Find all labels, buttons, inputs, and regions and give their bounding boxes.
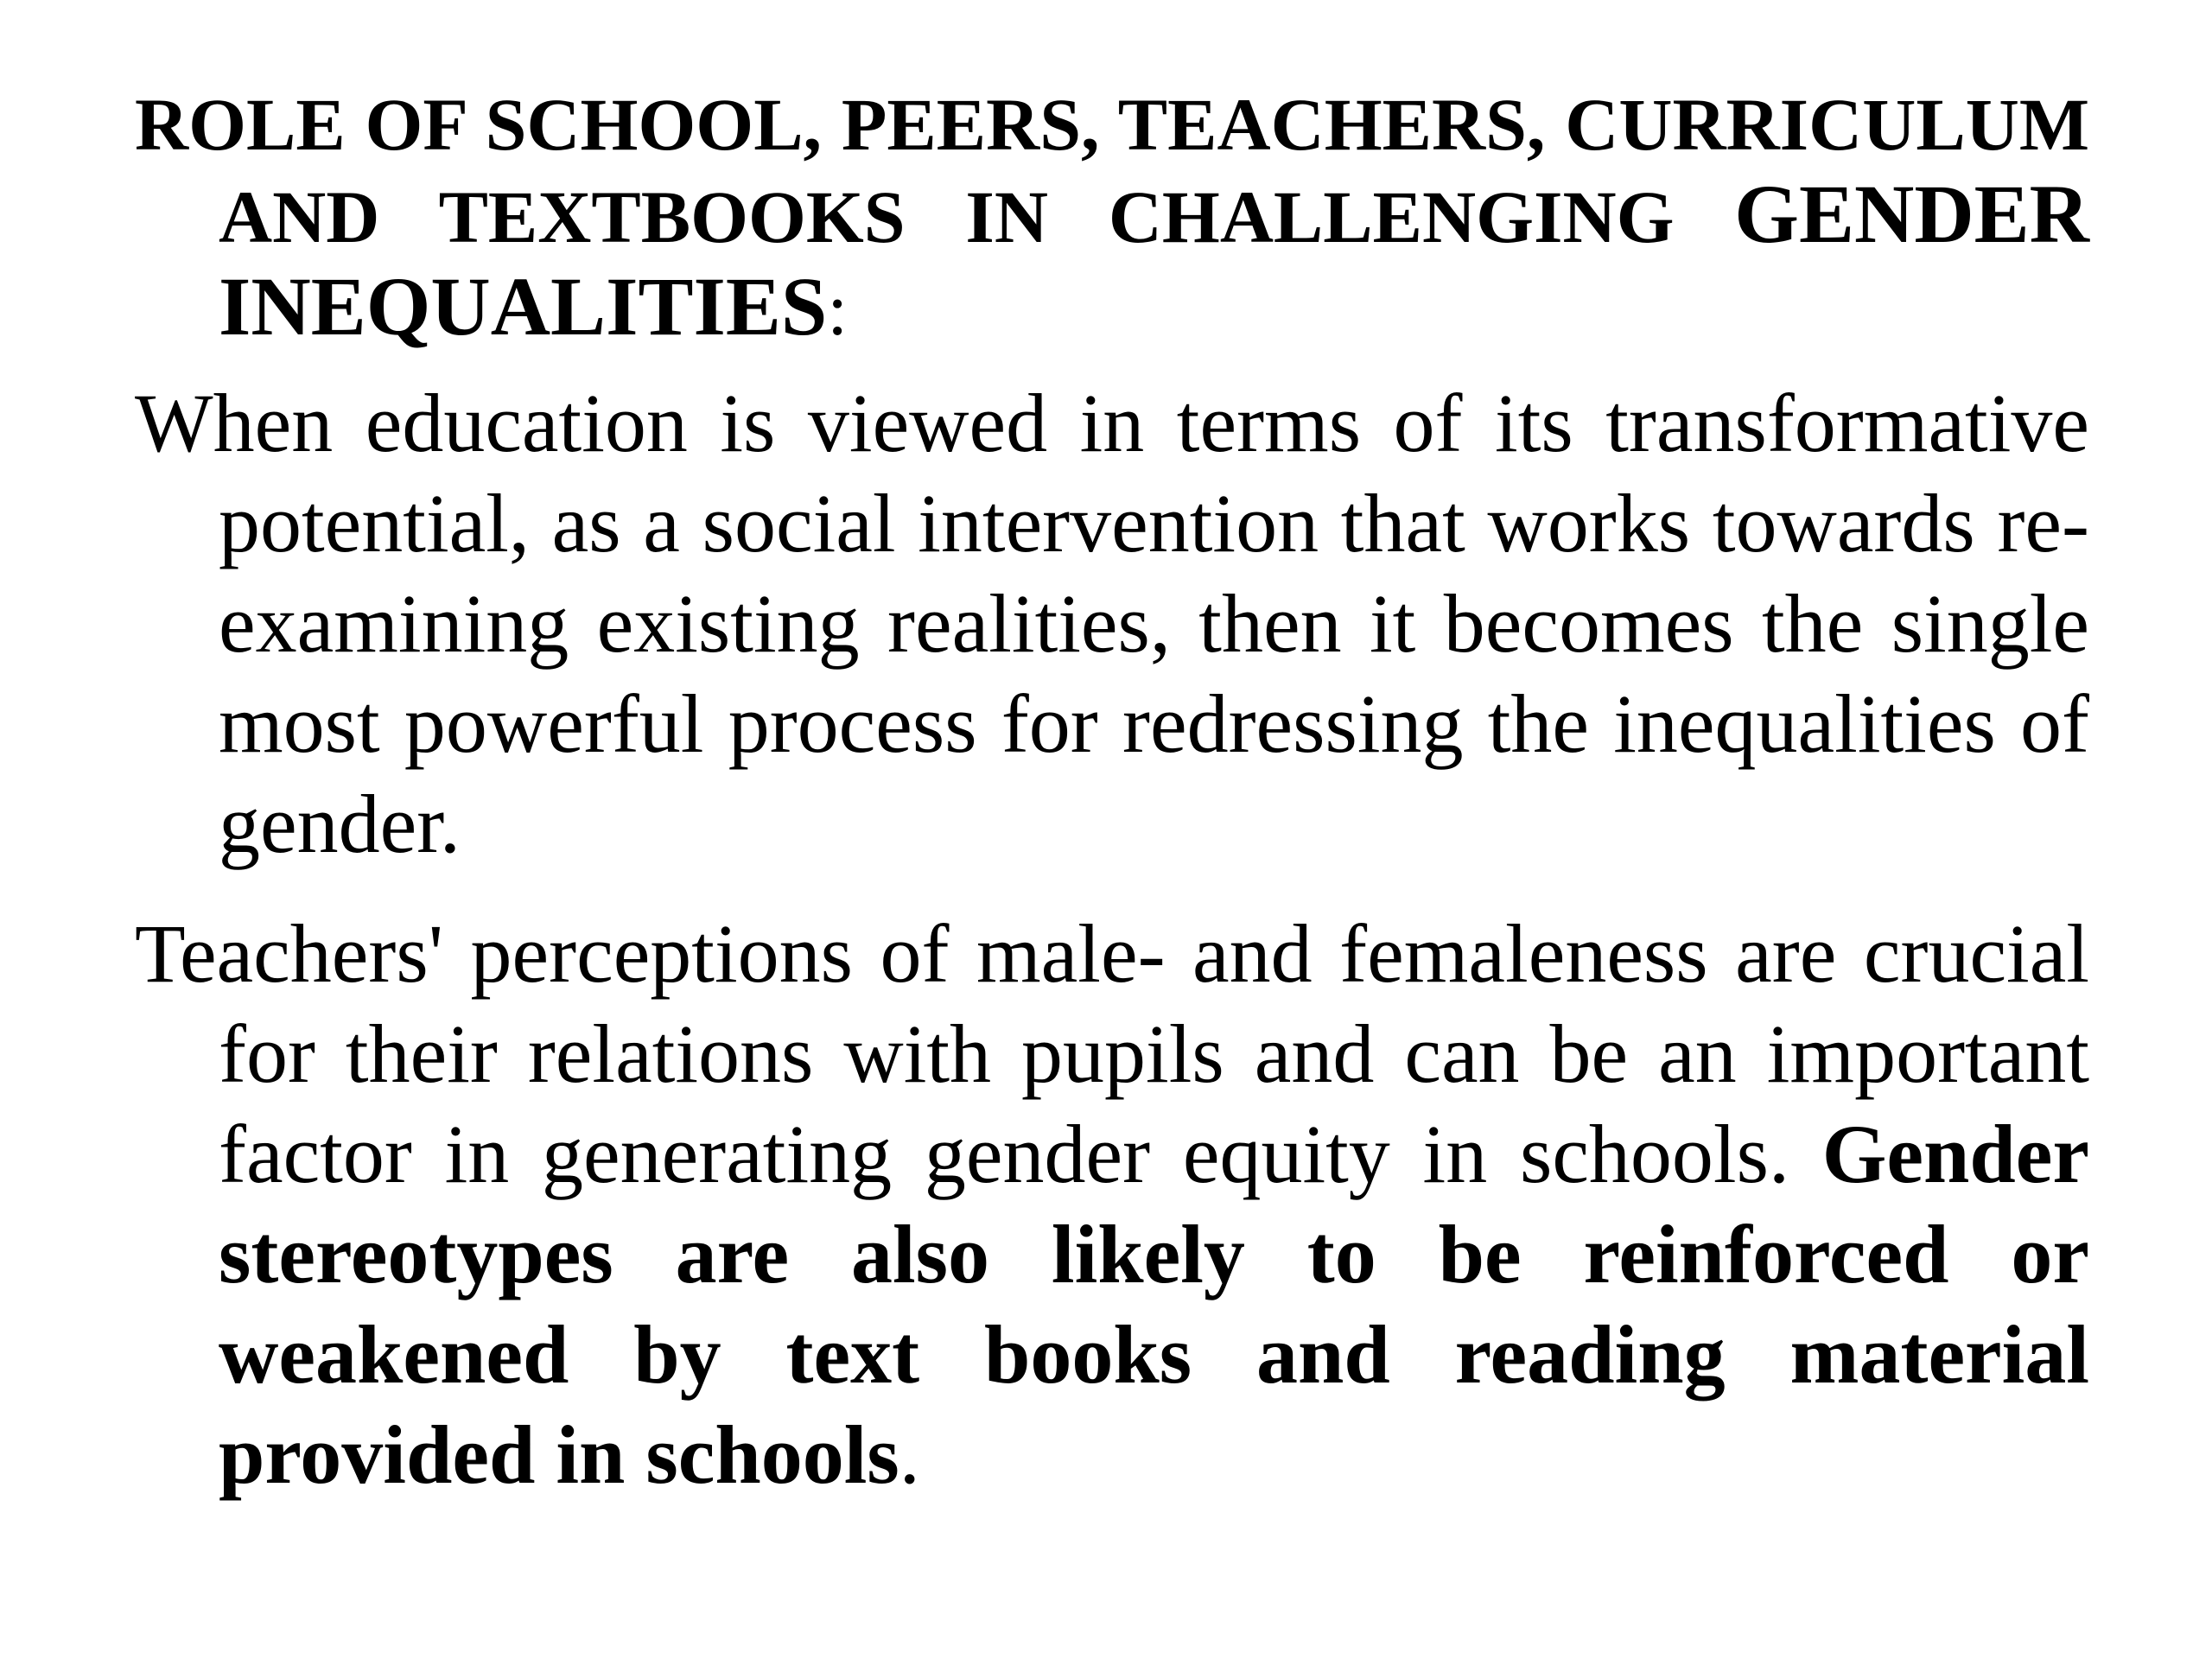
slide-content [135, 79, 2089, 1535]
slide-heading [135, 79, 2089, 354]
paragraph-teachers [135, 904, 2089, 1505]
paragraph-teachers-bold: Gender stereotypes are also likely to be reinforced or weakened by text books and reading material provided in schools [219, 1108, 2089, 1501]
heading-colon: : [827, 268, 849, 351]
heading-part2: GENDER INEQUALITIES [219, 168, 2089, 353]
paragraph-education: When education is viewed in terms of its transformative potential, as a social intervention that works towards re-examining existing realities, then it becomes the single most powerful process for redressing the inequalities of gender. [135, 377, 2089, 870]
heading-part1: ROLE OF SCHOOL, PEERS, TEACHERS, CURRICULUM AND TEXTBOOKS IN CHALLENGING [135, 83, 2089, 258]
paragraph-teachers-plain: Teachers' perceptions of male- and femaleness are crucial for their relations with pupils and can be an important factor in generating gender equity in schools. [135, 907, 2089, 1200]
paragraph-teachers-end: . [899, 1408, 920, 1501]
